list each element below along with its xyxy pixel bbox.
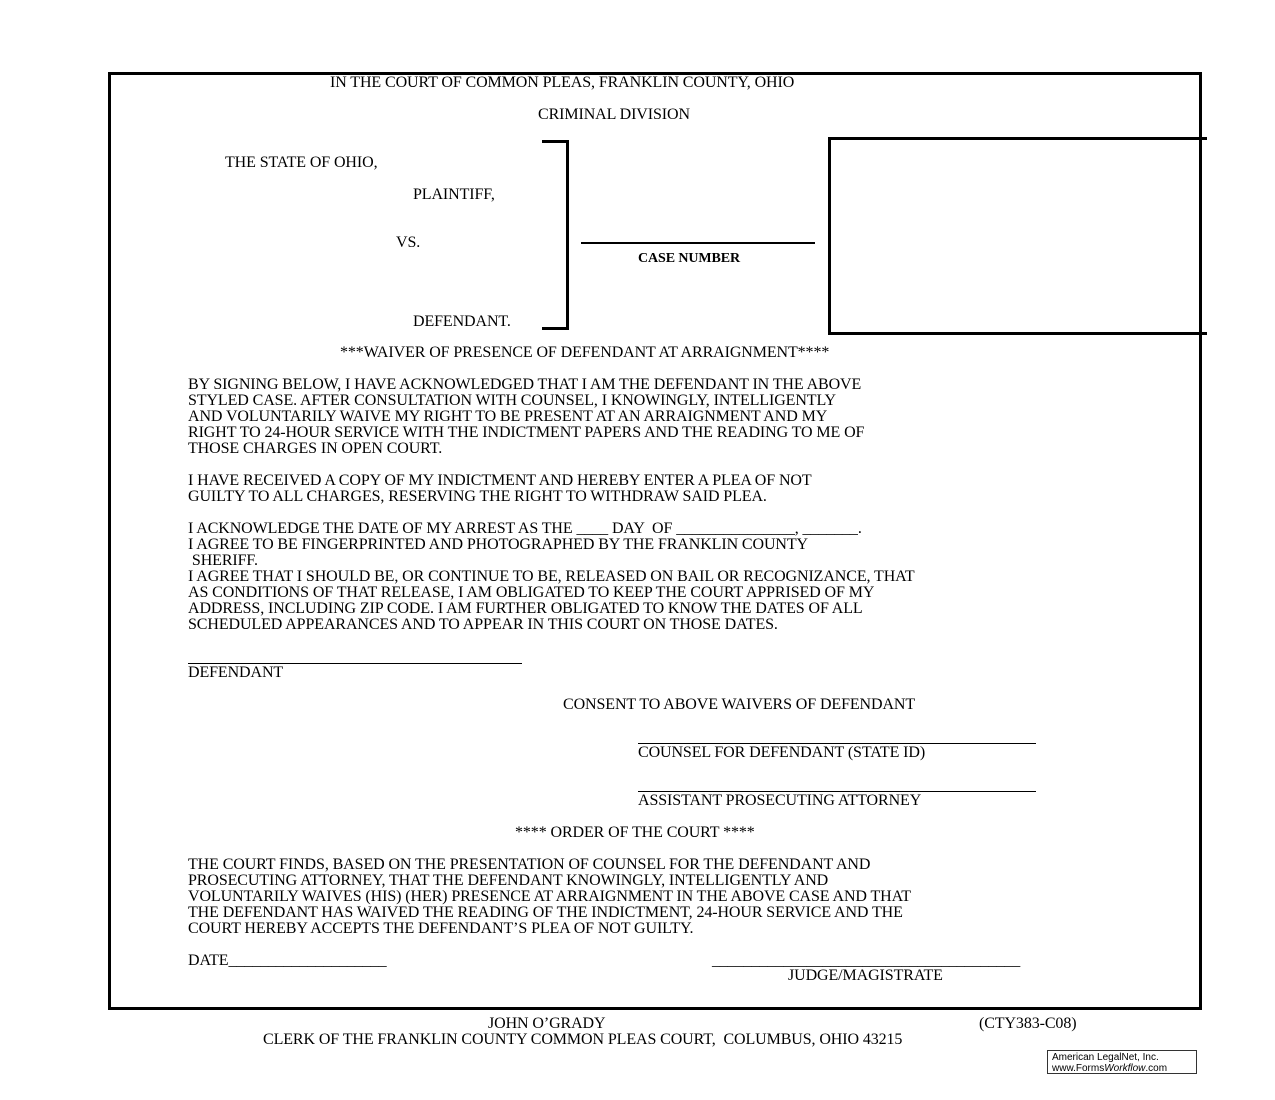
text-line: I AGREE THAT I SHOULD BE, OR CONTINUE TO BE, RELEASED ON BAIL OR RECOGNIZANCE, THAT (188, 568, 915, 585)
text-line: SHERIFF. (188, 552, 258, 569)
bracket-top (542, 140, 569, 143)
case-number-line[interactable] (581, 242, 815, 244)
text-line: ADDRESS, INCLUDING ZIP CODE. I AM FURTHER OBLIGATED TO KNOW THE DATES OF ALL (188, 600, 863, 617)
judge-signature-line[interactable]: _______________________________________ (712, 952, 1021, 969)
text-line: THE DEFENDANT HAS WAIVED THE READING OF THE INDICTMENT, 24-HOUR SERVICE AND THE (188, 904, 903, 921)
judge-label: JUDGE/MAGISTRATE (788, 967, 943, 984)
state-of-ohio: THE STATE OF OHIO, (225, 154, 378, 171)
order-title: **** ORDER OF THE COURT **** (515, 824, 755, 841)
text-line: VOLUNTARILY WAIVES (HIS) (HER) PRESENCE AT ARRAIGNMENT IN THE ABOVE CASE AND THAT (188, 888, 911, 905)
defendant-signature-label: DEFENDANT (188, 664, 284, 681)
clerk-line: CLERK OF THE FRANKLIN COUNTY COMMON PLEAS COURT, COLUMBUS, OHIO 43215 (263, 1031, 903, 1048)
form-code: (CTY383-C08) (979, 1015, 1077, 1032)
waiver-title: ***WAIVER OF PRESENCE OF DEFENDANT AT ARRAIGNMENT**** (340, 344, 830, 361)
prosecutor-signature-label: ASSISTANT PROSECUTING ATTORNEY (638, 792, 922, 809)
defendant-caption-label: DEFENDANT. (413, 313, 511, 330)
case-number-label: CASE NUMBER (638, 251, 740, 266)
text-line: THOSE CHARGES IN OPEN COURT. (188, 440, 443, 457)
text-line: SCHEDULED APPEARANCES AND TO APPEAR IN THIS COURT ON THOSE DATES. (188, 616, 778, 633)
publisher-badge (1047, 1050, 1197, 1074)
vs-label: VS. (396, 234, 421, 251)
url-part: .com (1145, 1063, 1168, 1074)
text-line: AS CONDITIONS OF THAT RELEASE, I AM OBLIGATED TO KEEP THE COURT APPRISED OF MY (188, 584, 875, 601)
court-title: IN THE COURT OF COMMON PLEAS, FRANKLIN COUNTY, OHIO (330, 74, 795, 91)
text-line: THE COURT FINDS, BASED ON THE PRESENTATION OF COUNSEL FOR THE DEFENDANT AND (188, 856, 871, 873)
case-stamp-box (828, 137, 1207, 335)
text-line: GUILTY TO ALL CHARGES, RESERVING THE RIGHT TO WITHDRAW SAID PLEA. (188, 488, 767, 505)
arrest-date-line[interactable]: I ACKNOWLEDGE THE DATE OF MY ARREST AS THE ____ DAY OF _______________, _______. (188, 520, 862, 537)
text-line: I AGREE TO BE FINGERPRINTED AND PHOTOGRAPHED BY THE FRANKLIN COUNTY (188, 536, 808, 553)
publisher-url (1052, 1063, 1192, 1074)
caption-bracket (566, 140, 569, 330)
plaintiff-label: PLAINTIFF, (413, 186, 495, 203)
date-field[interactable]: DATE____________________ (188, 952, 387, 969)
text-line: PROSECUTING ATTORNEY, THAT THE DEFENDANT KNOWINGLY, INTELLIGENTLY AND (188, 872, 829, 889)
bracket-bottom (542, 327, 569, 330)
url-part: Workflow (1104, 1063, 1146, 1074)
publisher-name: American LegalNet, Inc. (1052, 1052, 1159, 1063)
text-line: AND VOLUNTARILY WAIVE MY RIGHT TO BE PRESENT AT AN ARRAIGNMENT AND MY (188, 408, 828, 425)
text-line: I HAVE RECEIVED A COPY OF MY INDICTMENT AND HEREBY ENTER A PLEA OF NOT (188, 472, 812, 489)
counsel-signature-label: COUNSEL FOR DEFENDANT (STATE ID) (638, 744, 926, 761)
division-title: CRIMINAL DIVISION (538, 106, 690, 123)
text-line: BY SIGNING BELOW, I HAVE ACKNOWLEDGED THAT I AM THE DEFENDANT IN THE ABOVE (188, 376, 862, 393)
consent-title: CONSENT TO ABOVE WAIVERS OF DEFENDANT (563, 696, 916, 713)
text-line: STYLED CASE. AFTER CONSULTATION WITH COUNSEL, I KNOWINGLY, INTELLIGENTLY (188, 392, 836, 409)
url-part: www.Forms (1052, 1063, 1105, 1074)
text-line: RIGHT TO 24-HOUR SERVICE WITH THE INDICTMENT PAPERS AND THE READING TO ME OF (188, 424, 865, 441)
text-line: COURT HEREBY ACCEPTS THE DEFENDANT’S PLEA OF NOT GUILTY. (188, 920, 694, 937)
clerk-name: JOHN O’GRADY (488, 1015, 606, 1032)
